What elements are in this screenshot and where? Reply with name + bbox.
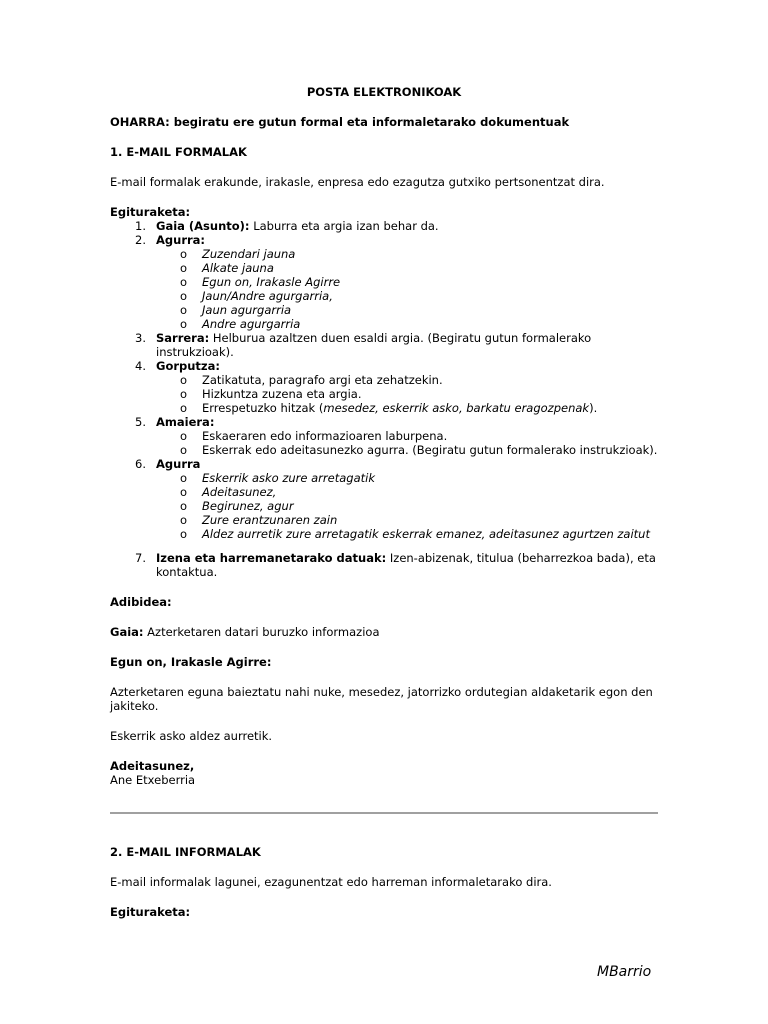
list-item: 5. Amaiera: o Eskaeraren edo informazioaren laburpena. o Eskerrak edo adeitasunezko agurra. (Begiratu gutun formalerako instrukzioak).: [135, 415, 658, 457]
sub-list-item: o Jaun agurgarria: [180, 303, 292, 317]
section2-intro: E-mail informalak lagunei, ezagunentzat edo harreman informaletarako dira.: [110, 875, 552, 889]
example-subject: Gaia: Azterketaren datari buruzko informazioa: [110, 625, 380, 639]
list-item: 2. Agurra: o Zuzendari jauna o Alkate jauna o Egun on, Irakasle Agirre o Jaun/Andre agurgarria, o Jaun agurgarria o Andre agurgarria: [110, 233, 658, 331]
list-item: 3. Sarrera: Helburua azaltzen duen esaldi argia. (Begiratu gutun formalerako instrukzioak).: [135, 331, 592, 359]
sub-list-item: o Zatikatuta, paragrafo argi eta zehatzekin.: [180, 373, 443, 387]
sub-list: [156, 429, 658, 457]
example-body: Azterketaren eguna baieztatu nahi nuke, mesedez, jatorrizko ordutegian aldaketarik egon den jakiteko.: [110, 685, 653, 713]
note: OHARRA: begiratu ere gutun formal eta informaletarako dokumentuak: [110, 115, 570, 129]
sub-list-item: o Hizkuntza zuzena eta argia.: [180, 387, 362, 401]
section2: [110, 845, 658, 919]
example-label: Adibidea:: [110, 595, 172, 609]
example-greeting: Egun on, Irakasle Agirre:: [110, 655, 272, 669]
section1-structure-label: Egituraketa:: [110, 205, 191, 219]
author-signature: MBarrio: [597, 964, 652, 980]
list-item: 7. Izena eta harremanetarako datuak: Izen-abizenak, titulua (beharrezkoa bada), eta kontaktua.: [135, 551, 656, 579]
horizontal-divider: [110, 812, 658, 814]
sub-list-item: o Eskerrik asko zure arretagatik: [180, 471, 375, 485]
sub-list-item: o Begirunez, agur: [180, 499, 294, 513]
document-page: [110, 85, 658, 787]
list-item: 6. Agurra o Eskerrik asko zure arretagatik o Adeitasunez, o Begirunez, agur o Zure erantzunaren zain o Aldez aurretik zure arretagatik eskerrak emanez, adeitasunez agurtzen zaitut: [110, 457, 658, 541]
example-thanks: Eskerrik asko aldez aurretik.: [110, 729, 273, 743]
section2-structure-label: Egituraketa:: [110, 905, 191, 919]
document-title: POSTA ELEKTRONIKOAK: [306, 85, 462, 99]
example-name: Ane Etxeberria: [110, 773, 196, 787]
structure-list: [110, 219, 658, 579]
sub-list-item: o Eskerrak edo adeitasunezko agurra. (Begiratu gutun formalerako instrukzioak).: [180, 443, 658, 457]
sub-list-item: o Andre agurgarria: [180, 317, 301, 331]
sub-list-item: o Jaun/Andre agurgarria,: [180, 289, 333, 303]
list-item: 1. Gaia (Asunto): Laburra eta argia izan behar da.: [135, 219, 439, 233]
sub-list-item: o Aldez aurretik zure arretagatik eskerrak emanez, adeitasunez agurtzen zaitut: [180, 527, 650, 541]
section1-heading: 1. E-MAIL FORMALAK: [110, 145, 247, 159]
sub-list-item: o Alkate jauna: [180, 261, 274, 275]
section2-heading: 2. E-MAIL INFORMALAK: [110, 845, 261, 859]
sub-list-item: o Zuzendari jauna: [180, 247, 296, 261]
section1-intro: E-mail formalak erakunde, irakasle, enpresa edo ezagutza gutxiko pertsonentzat dira.: [110, 175, 605, 189]
sub-list-item: o Errespetuzko hitzak (mesedez, eskerrik asko, barkatu eragozpenak).: [180, 401, 598, 415]
sub-list-item: o Egun on, Irakasle Agirre: [180, 275, 341, 289]
sub-list: [156, 373, 658, 415]
sub-list: [156, 471, 658, 541]
list-item: 4. Gorputza: o Zatikatuta, paragrafo argi eta zehatzekin. o Hizkuntza zuzena eta argia. o Errespetuzko hitzak (mesedez, eskerrik asko, barkatu eragozpenak).: [110, 359, 658, 415]
sub-list: [156, 247, 658, 331]
sub-list-item: o Eskaeraren edo informazioaren laburpena.: [180, 429, 448, 443]
example-closing: Adeitasunez,: [110, 759, 195, 773]
sub-list-item: o Zure erantzunaren zain: [180, 513, 338, 527]
sub-list-item: o Adeitasunez,: [180, 485, 277, 499]
